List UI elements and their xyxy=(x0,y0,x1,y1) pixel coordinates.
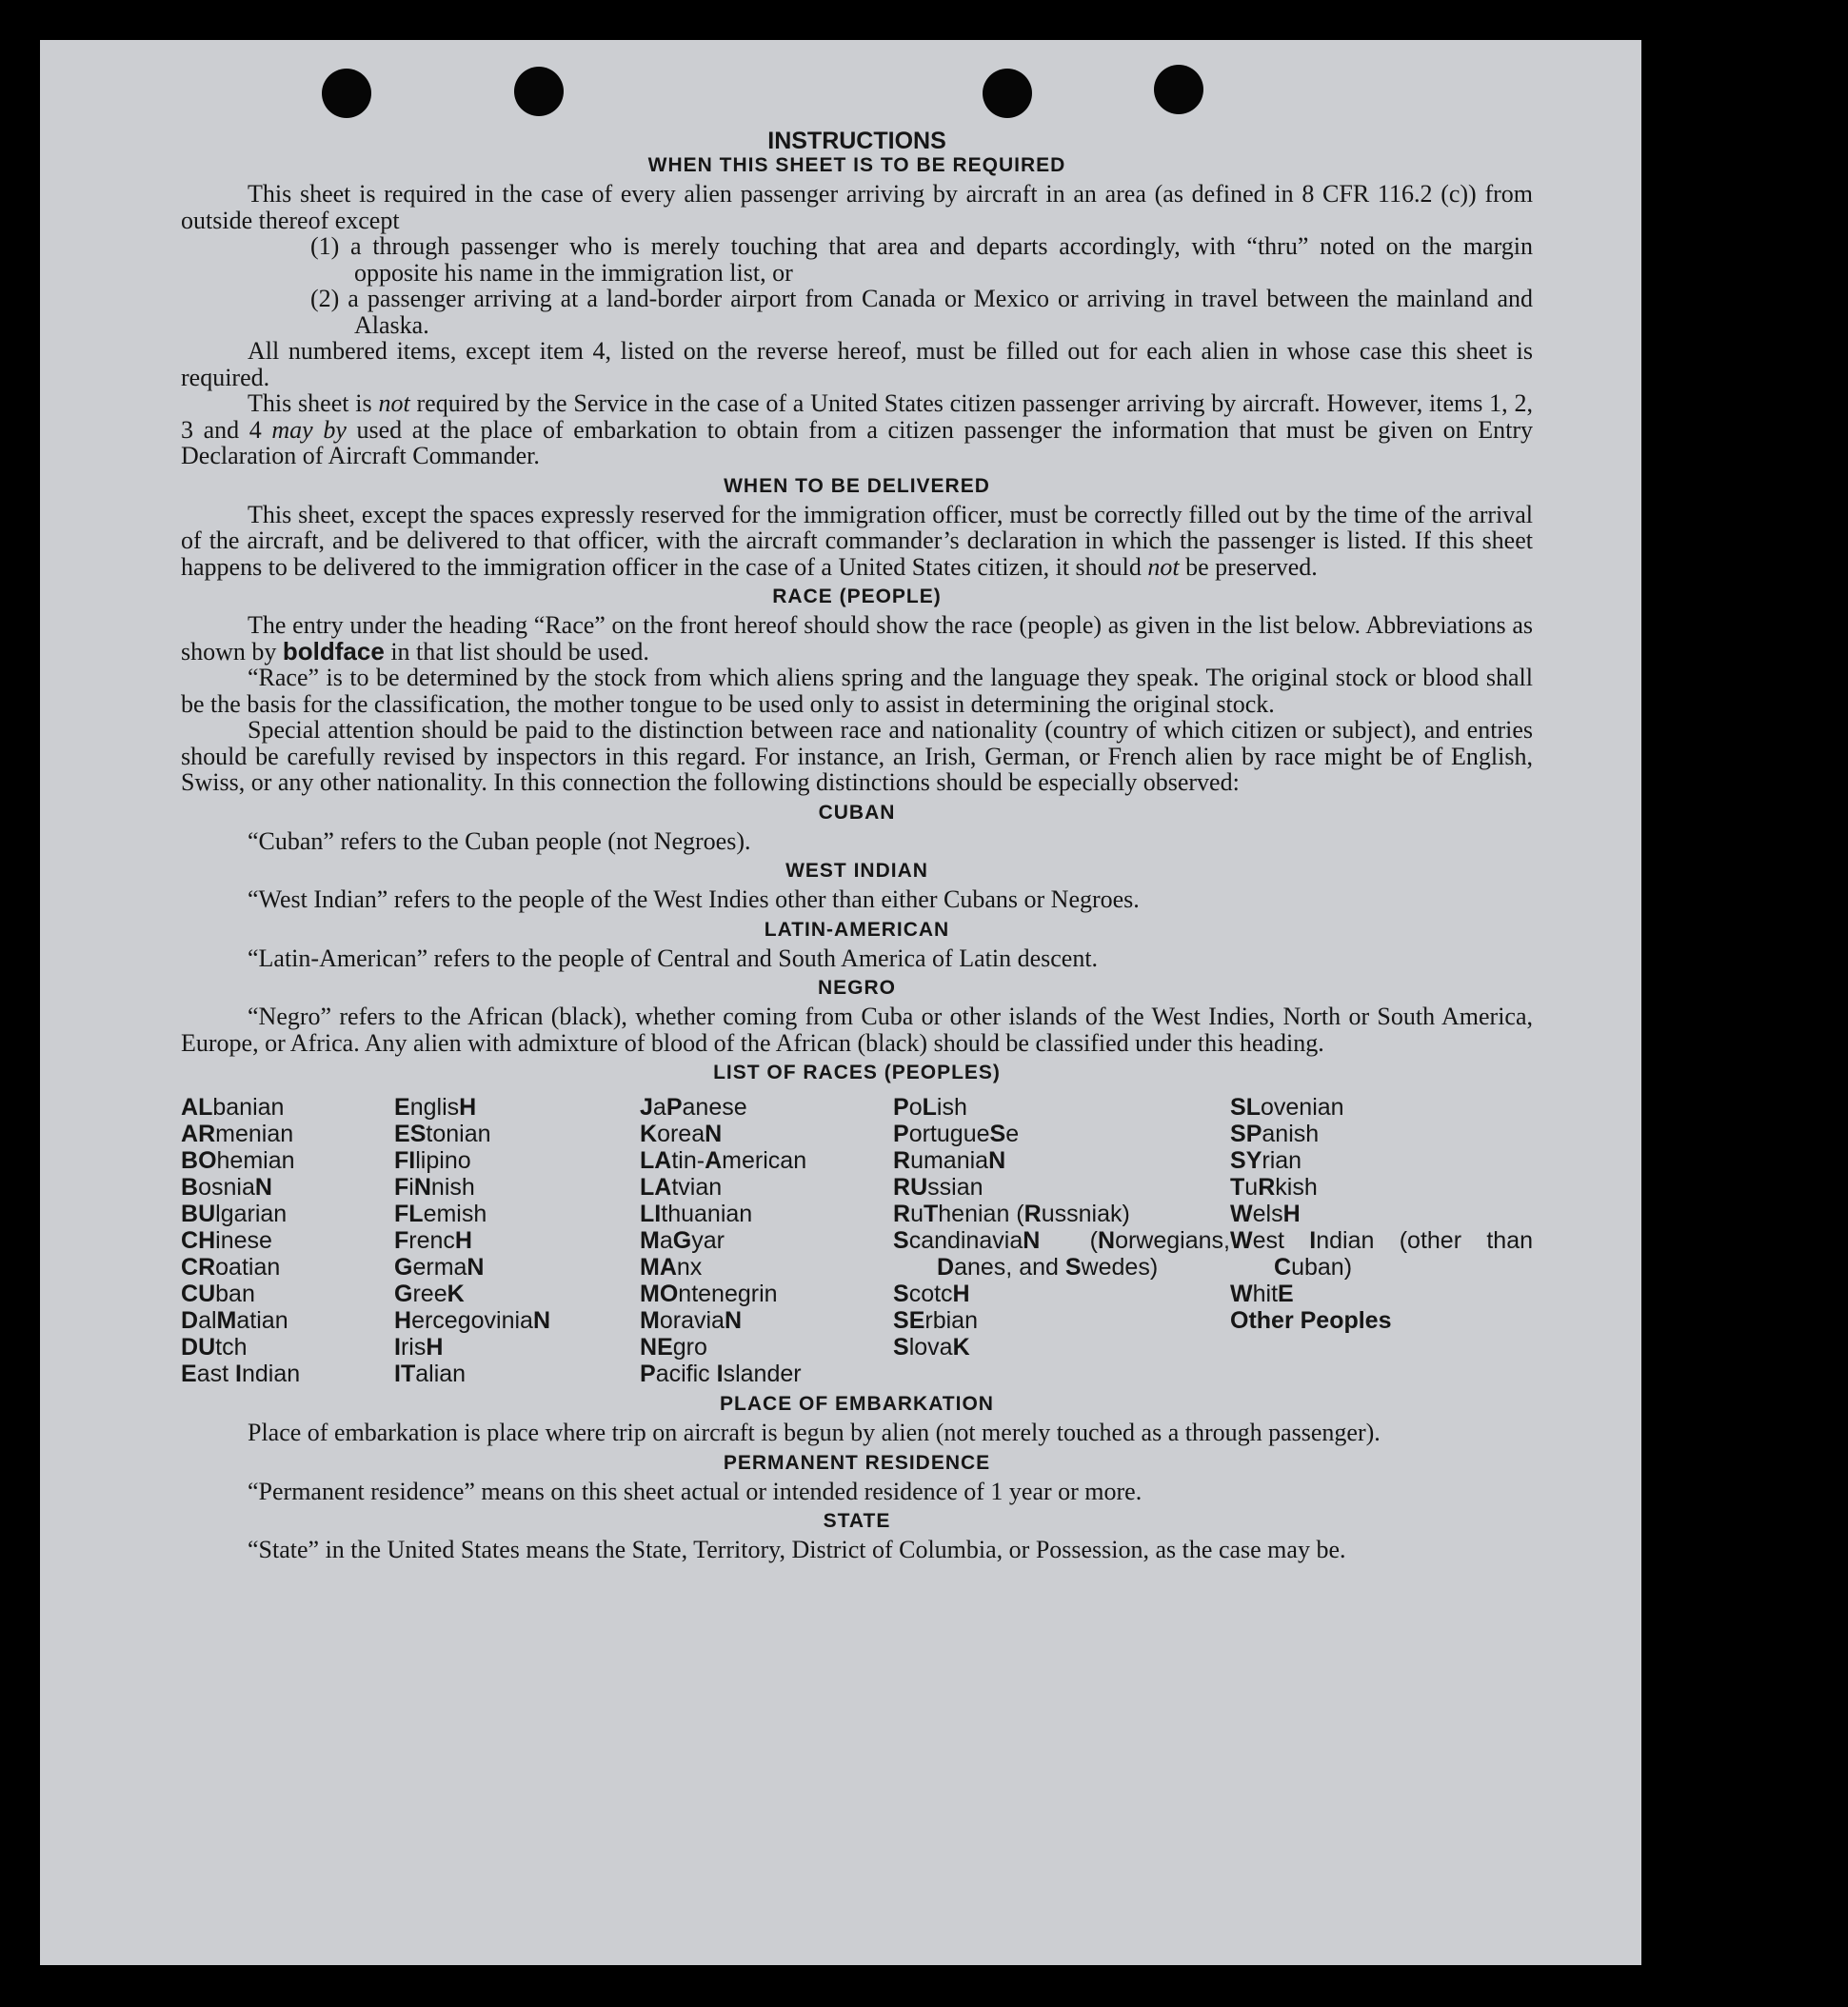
race-item: CUban xyxy=(181,1281,255,1307)
paragraph-numbered-items: All numbered items, except item 4, listed on the reverse hereof, must be filled out for each alien in whose case this sheet is required. xyxy=(181,337,1533,391)
exception-item-2: (2) a passenger arriving at a land-border airport from Canada or Mexico or arriving in travel between the mainland and Alaska. xyxy=(310,285,1533,339)
race-item: RuThenian (Russniak) xyxy=(893,1201,1130,1227)
race-item: Other Peoples xyxy=(1230,1307,1392,1334)
heading-west-indian: WEST INDIAN xyxy=(785,860,928,882)
race-item: WelsH xyxy=(1230,1201,1301,1227)
paragraph-place-of-embarkation: Place of embarkation is place where trip on aircraft is begun by alien (not merely touched as a through passenger). xyxy=(248,1419,1381,1446)
heading-when-delivered: WHEN TO BE DELIVERED xyxy=(724,474,990,497)
race-item: PoLish xyxy=(893,1094,967,1121)
race-item: SPanish xyxy=(1230,1121,1320,1147)
race-item: KoreaN xyxy=(640,1121,723,1147)
paragraph-when-required-intro: This sheet is required in the case of every alien passenger arriving by aircraft in an area (as defined in 8 CFR 116.2 (c)) from outside thereof except xyxy=(181,180,1533,234)
punch-hole xyxy=(514,67,564,116)
race-item: DalMatian xyxy=(181,1307,288,1334)
race-item: IrisH xyxy=(394,1334,444,1361)
heading-negro: NEGRO xyxy=(817,977,896,999)
race-item: MOntenegrin xyxy=(640,1281,778,1307)
race-item: Pacific Islander xyxy=(640,1361,802,1387)
race-item: ITalian xyxy=(394,1361,467,1387)
race-item: SlovaK xyxy=(893,1334,970,1361)
paragraph-permanent-residence: “Permanent residence” means on this sheet actual or intended residence of 1 year or more. xyxy=(248,1477,1143,1505)
race-item: NEgro xyxy=(640,1334,707,1361)
race-item: SYrian xyxy=(1230,1147,1302,1174)
race-item: FrencH xyxy=(394,1227,472,1254)
race-item: FIlipino xyxy=(394,1147,471,1174)
race-item: ScotcH xyxy=(893,1281,970,1307)
race-item: LIthuanian xyxy=(640,1201,753,1227)
heading-race: RACE (PEOPLE) xyxy=(772,586,942,607)
paragraph-citizen-passenger: This sheet is not required by the Service in the case of a United States citizen passenger arriving by aircraft. However, items 1, 2, 3 and 4 may by used at the place of embarkation to obtain from a citizen passenger the information that must be given on Entry Declaration of Aircraft Commander. xyxy=(181,389,1534,469)
heading-permanent-residence: PERMANENT RESIDENCE xyxy=(723,1451,991,1474)
race-item: BUlgarian xyxy=(181,1201,288,1227)
race-item: ALbanian xyxy=(181,1094,285,1121)
paragraph-latin-american: “Latin-American” refers to the people of Central and South America of Latin descent. xyxy=(248,944,1099,972)
race-item: MaGyar xyxy=(640,1227,725,1254)
race-item: CHinese xyxy=(181,1227,272,1254)
instructions-body xyxy=(181,128,1533,1563)
race-item: MoraviaN xyxy=(640,1307,742,1334)
race-item: RumaniaN xyxy=(893,1147,1006,1174)
punch-hole xyxy=(1154,65,1203,114)
race-item: WhitE xyxy=(1230,1281,1294,1307)
race-item: LAtvian xyxy=(640,1174,723,1201)
race-item: DUtch xyxy=(181,1334,248,1361)
race-item: EnglisH xyxy=(394,1094,477,1121)
punch-hole xyxy=(322,69,371,118)
paragraph-when-delivered: This sheet, except the spaces expressly reserved for the immigration officer, must be correctly filled out by the time of the arrival of the aircraft, and be delivered to that officer, with the aircraft commander’s declaration in which the passenger is listed. If this sheet happens to be delivered to the immigration officer in the case of a United States citizen, it should not be preserved. xyxy=(181,500,1533,581)
race-item: FLemish xyxy=(394,1201,487,1227)
race-column-3 xyxy=(640,1094,893,1387)
race-item: TuRkish xyxy=(1230,1174,1318,1201)
race-item: LAtin-American xyxy=(640,1147,807,1174)
paragraph-race-entry: The entry under the heading “Race” on the front hereof should show the race (people) as given in the list below. Abbreviations as shown by boldface in that list should be used. xyxy=(181,611,1533,666)
race-item: SErbian xyxy=(893,1307,978,1334)
race-column-4 xyxy=(893,1094,1230,1387)
race-item: FiNnish xyxy=(394,1174,475,1201)
paragraph-west-indian: “West Indian” refers to the people of the West Indies other than either Cubans or Negroes. xyxy=(248,885,1140,913)
race-item: GreeK xyxy=(394,1281,465,1307)
paragraph-negro: “Negro” refers to the African (black), whether coming from Cuba or other islands of the West Indies, North or South America, Europe, or Africa. Any alien with admixture of blood of the African (black) should be classified under this heading. xyxy=(181,1003,1533,1057)
document-page xyxy=(40,40,1641,1965)
heading-place-of-embarkation: PLACE OF EMBARKATION xyxy=(720,1393,994,1415)
paragraph-cuban: “Cuban” refers to the Cuban people (not Negroes). xyxy=(248,826,751,855)
race-item: ScandinaviaN (Norwegians, Danes, and Swedes) xyxy=(893,1227,1230,1281)
race-item: HercegoviniaN xyxy=(394,1307,551,1334)
race-column-1 xyxy=(181,1094,394,1387)
heading-when-required: WHEN THIS SHEET IS TO BE REQUIRED xyxy=(647,154,1066,176)
punch-hole xyxy=(983,69,1032,118)
race-item: BOhemian xyxy=(181,1147,295,1174)
race-item: BosniaN xyxy=(181,1174,272,1201)
race-item: RUssian xyxy=(893,1174,984,1201)
race-column-2 xyxy=(394,1094,640,1387)
race-item: GermaN xyxy=(394,1254,485,1281)
heading-cuban: CUBAN xyxy=(818,801,896,824)
paragraph-race-nationality: Special attention should be paid to the distinction between race and nationality (country of which citizen or subject), and entries should be carefully revised by inspectors in this regard. For instance, an Irish, German, or French alien by race might be of English, Swiss, or any other nationality. In this connection the following distinctions should be especially observed: xyxy=(181,716,1533,796)
paragraph-state: “State” in the United States means the State, Territory, District of Columbia, or Possession, as the case may be. xyxy=(248,1536,1346,1563)
race-item: JaPanese xyxy=(640,1094,747,1121)
page-title: INSTRUCTIONS xyxy=(767,128,946,154)
heading-latin-american: LATIN-AMERICAN xyxy=(764,918,950,941)
race-item: MAnx xyxy=(640,1254,703,1281)
heading-state: STATE xyxy=(823,1510,891,1532)
race-column-5 xyxy=(1230,1094,1533,1387)
race-item: ARmenian xyxy=(181,1121,294,1147)
race-item: EStonian xyxy=(394,1121,491,1147)
heading-list-of-races: LIST OF RACES (PEOPLES) xyxy=(713,1062,1001,1083)
race-item: PortugueSe xyxy=(893,1121,1020,1147)
paragraph-race-determination: “Race” is to be determined by the stock from which aliens spring and the language they speak. The original stock or blood shall be the basis for the classification, the mother tongue to be used only to assist in determining the original stock. xyxy=(181,664,1533,718)
race-item: CRoatian xyxy=(181,1254,281,1281)
race-item: SLovenian xyxy=(1230,1094,1344,1121)
race-item: West Indian (other than Cuban) xyxy=(1230,1227,1533,1281)
race-list xyxy=(181,1094,1533,1387)
exception-item-1: (1) a through passenger who is merely touching that area and departs accordingly, with “thru” noted on the margin opposite his name in the immigration list, or xyxy=(310,232,1533,287)
race-item: East Indian xyxy=(181,1361,301,1387)
